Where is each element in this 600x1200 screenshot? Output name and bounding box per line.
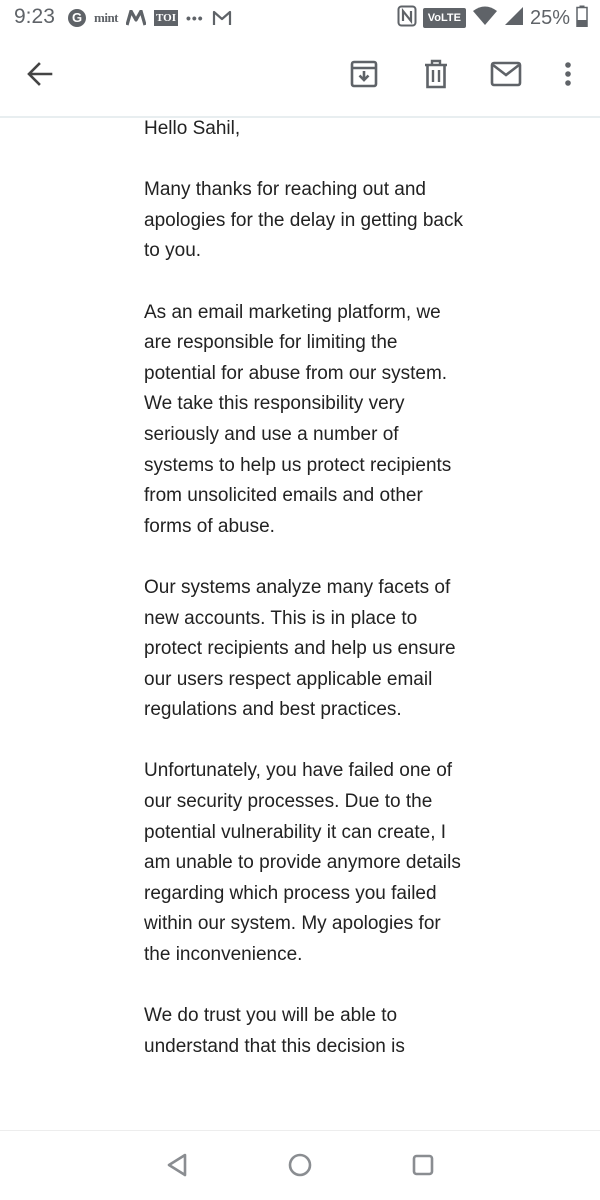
- email-paragraph: We do trust you will be able to understand that this decision is: [144, 1005, 405, 1057]
- status-bar: [0, 0, 600, 36]
- nav-back-triangle-icon: [166, 1153, 188, 1182]
- battery-percent: 25%: [529, 6, 570, 29]
- nav-recents-square-icon: [411, 1153, 435, 1182]
- battery-icon: [576, 5, 588, 32]
- notification-icons: [68, 7, 232, 29]
- email-paragraph: As an email marketing platform, we are responsible for limiting the potential for abuse from our system. We take this responsibility very seriously and use a number of systems to help us protect recipients from unsolicited emails and other forms of abuse.: [144, 301, 452, 537]
- nav-home-circle-icon: [287, 1152, 313, 1183]
- trash-icon: [423, 59, 449, 94]
- nav-home-button[interactable]: [282, 1149, 318, 1185]
- delete-button[interactable]: [412, 54, 460, 98]
- mint-notification-icon: mint: [94, 10, 118, 25]
- m-notification-icon: [126, 10, 146, 26]
- archive-icon: [349, 59, 379, 94]
- nav-recents-button[interactable]: [405, 1149, 441, 1185]
- more-vert-icon: [564, 61, 572, 92]
- app-bar: [0, 36, 600, 116]
- toi-notification-icon: TOI: [156, 12, 176, 24]
- nfc-icon: [397, 5, 417, 32]
- wifi-icon: [472, 6, 498, 31]
- navigation-bar: [0, 1130, 600, 1200]
- system-icons: [397, 6, 588, 30]
- mark-unread-button[interactable]: [482, 54, 530, 98]
- volte-icon: VoLTE: [423, 8, 466, 28]
- status-time: 9:23: [14, 5, 55, 28]
- more-options-button[interactable]: [548, 54, 588, 98]
- email-paragraph: Our systems analyze many facets of new accounts. This is in place to protect recipients and help us ensure our users respect applicable email regulations and best practices.: [144, 576, 456, 721]
- gmail-notification-icon: [212, 10, 232, 26]
- arrow-left-icon: [26, 60, 54, 93]
- email-body: [144, 114, 464, 1093]
- email-paragraph: Unfortunately, you have failed one of our security processes. Due to the potential vulnerability it can create, I am unable to provide anymore details regarding which process you failed within our system. My apologies for the inconvenience.: [144, 760, 461, 966]
- email-paragraph: Many thanks for reaching out and apologies for the delay in getting back to you.: [144, 179, 463, 262]
- back-button[interactable]: [16, 54, 64, 98]
- g-notification-icon: G: [68, 9, 86, 27]
- mail-icon: [490, 61, 522, 92]
- more-notifications-icon: •••: [185, 10, 204, 26]
- email-greeting: Hello Sahil,: [144, 118, 241, 139]
- archive-button[interactable]: [340, 54, 388, 98]
- signal-icon: [504, 6, 524, 31]
- nav-back-button[interactable]: [159, 1149, 195, 1185]
